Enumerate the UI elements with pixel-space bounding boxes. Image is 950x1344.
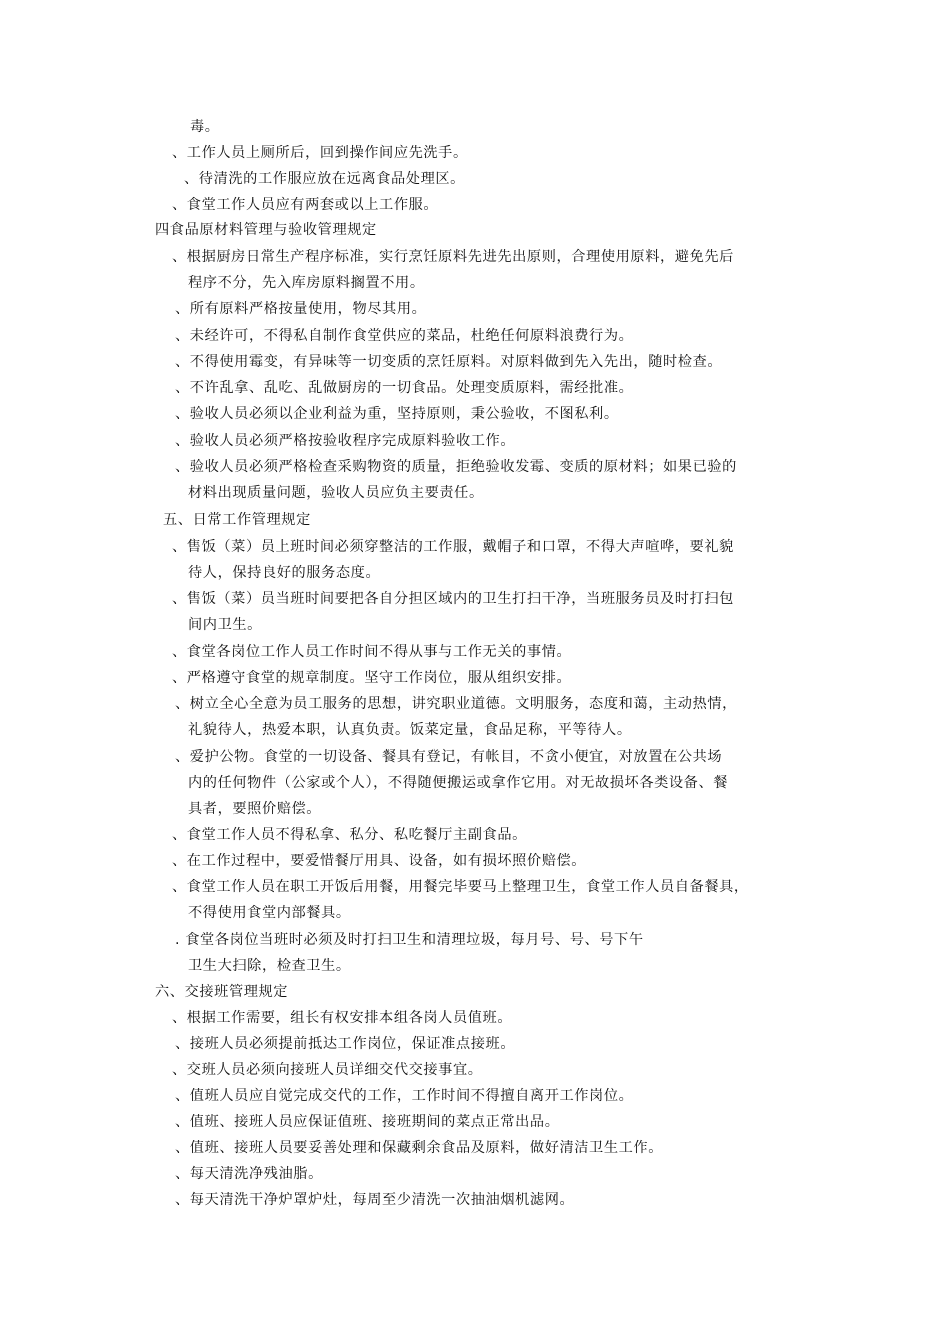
text-line: 、食堂工作人员不得私拿、私分、私吃餐厅主副食品。	[172, 827, 527, 843]
text-line: 、每天清洗净残油脂。	[175, 1166, 323, 1182]
text-line: 、验收人员必须严格按验收程序完成原料验收工作。	[175, 433, 516, 449]
text-line: 、验收人员必须严格检查采购物资的质量，拒绝验收发霉、变质的原材料；如果已验的	[175, 459, 737, 475]
section-heading: 六、交接班管理规定	[155, 984, 289, 1000]
text-line: 毒。	[190, 119, 220, 135]
section-heading: 五、日常工作管理规定	[163, 512, 311, 528]
text-line: 、验收人员必须以企业利益为重，坚持原则，秉公验收，不图私利。	[175, 406, 619, 422]
text-line: 不得使用食堂内部餐具。	[188, 905, 351, 921]
text-line: 、交班人员必须向接班人员详细交代交接事宜。	[172, 1062, 483, 1078]
text-line: 、食堂工作人员在职工开饭后用餐，用餐完毕要马上整理卫生，食堂工作人员自备餐具，	[172, 879, 749, 895]
text-line: 、值班、接班人员应保证值班、接班期间的菜点正常出品。	[175, 1114, 560, 1130]
text-line: 、每天清洗干净炉罩炉灶，每周至少清洗一次抽油烟机滤网。	[175, 1192, 575, 1208]
text-line: 、食堂各岗位工作人员工作时间不得从事与工作无关的事情。	[172, 644, 572, 660]
text-line: 材料出现质量问题，验收人员应负主要责任。	[188, 485, 484, 501]
text-line: 、售饭（菜）员当班时间要把各自分担区域内的卫生打扫干净，当班服务员及时打扫包	[172, 591, 734, 607]
text-line: 、值班、接班人员要妥善处理和保藏剩余食品及原料，做好清洁卫生工作。	[175, 1140, 663, 1156]
text-line: 内的任何物件（公家或个人），不得随便搬运或拿作它用。对无故损坏各类设备、餐	[188, 775, 729, 791]
text-line: 、售饭（菜）员上班时间必须穿整洁的工作服，戴帽子和口罩，不得大声喧哗，要礼貌	[172, 539, 734, 555]
text-line: 、树立全心全意为员工服务的思想，讲究职业道德。文明服务，态度和蔼，主动热情，	[175, 696, 737, 712]
text-line: 、严格遵守食堂的规章制度。坚守工作岗位，服从组织安排。	[172, 670, 572, 686]
text-line: 、爱护公物。食堂的一切设备、餐具有登记，有帐目，不贪小便宜，对放置在公共场	[175, 749, 723, 765]
text-line: 、根据厨房日常生产程序标准，实行烹饪原料先进先出原则，合理使用原料，避免先后	[172, 249, 734, 265]
text-line: 、根据工作需要，组长有权安排本组各岗人员值班。	[172, 1010, 513, 1026]
text-line: . 食堂各岗位当班时必须及时打扫卫生和清理垃圾，每月号、号、号下午	[175, 932, 644, 948]
text-line: 具者，要照价赔偿。	[188, 801, 322, 817]
text-line: 礼貌待人，热爱本职，认真负责。饭菜定量，食品足称，平等待人。	[188, 722, 632, 738]
text-line: 、不得使用霉变，有异味等一切变质的烹饪原料。对原料做到先入先出，随时检查。	[175, 354, 723, 370]
text-line: 间内卫生。	[188, 617, 262, 633]
section-heading: 四食品原材料管理与验收管理规定	[155, 222, 377, 238]
text-line: 、在工作过程中，要爱惜餐厅用具、设备，如有损坏照价赔偿。	[172, 853, 587, 869]
text-line: 待人，保持良好的服务态度。	[188, 565, 381, 581]
text-line: 、接班人员必须提前抵达工作岗位，保证准点接班。	[175, 1036, 516, 1052]
text-line: 、工作人员上厕所后，回到操作间应先洗手。	[172, 145, 468, 161]
text-line: 、值班人员应自觉完成交代的工作，工作时间不得擅自离开工作岗位。	[175, 1088, 634, 1104]
text-line: 卫生大扫除，检查卫生。	[188, 958, 351, 974]
text-line: 、食堂工作人员应有两套或以上工作服。	[172, 197, 439, 213]
text-line: 、未经许可，不得私自制作食堂供应的菜品，杜绝任何原料浪费行为。	[175, 328, 634, 344]
text-line: 、不许乱拿、乱吃、乱做厨房的一切食品。处理变质原料，需经批准。	[175, 380, 634, 396]
text-line: 程序不分，先入库房原料搁置不用。	[188, 275, 425, 291]
text-line: 、所有原料严格按量使用，物尽其用。	[175, 301, 427, 317]
text-line: 、待清洗的工作服应放在远离食品处理区。	[184, 171, 465, 187]
